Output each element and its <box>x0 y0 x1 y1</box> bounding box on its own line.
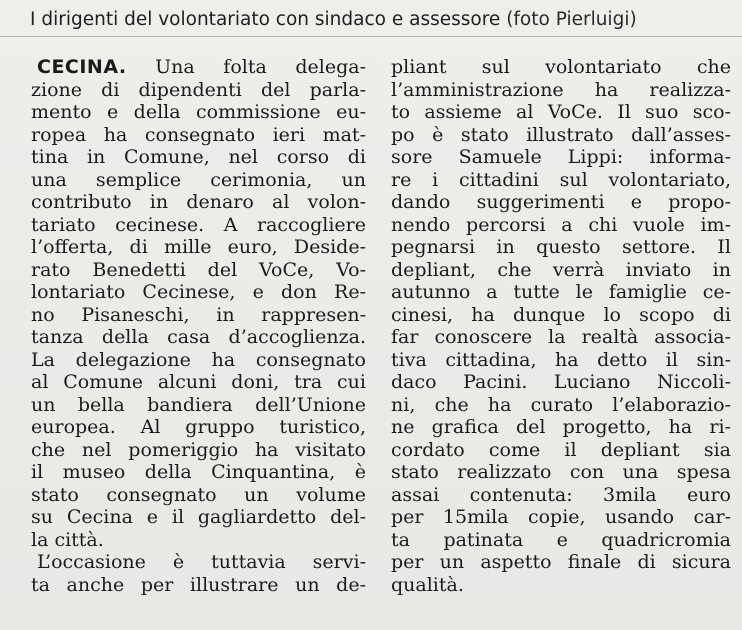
article-column-right <box>391 56 731 596</box>
photo-caption <box>30 8 740 32</box>
article-line: l’amministrazione ha realizza- <box>391 78 731 101</box>
article-line: stato realizzato con una spesa <box>391 461 731 483</box>
article-line: mento e della commissione eu- <box>31 101 366 123</box>
article-line: al Comune alcuni doni, tra cui <box>31 371 366 393</box>
article-line: daco Pacini. Luciano Niccoli- <box>391 371 731 393</box>
article-line: far conoscere la realtà associa- <box>391 326 731 348</box>
article-line: lontariato Cecinese, e don Re- <box>31 281 366 303</box>
article-line: ropea ha consegnato ieri mat- <box>31 123 366 146</box>
article-line: tiva cittadina, ha detto il sin- <box>391 348 731 371</box>
article-line: dando suggerimenti e propo- <box>391 191 731 213</box>
article-line: no Pisaneschi, in rappresen- <box>31 303 366 326</box>
article-line: una semplice cerimonia, un <box>31 168 366 191</box>
article-line: contributo in denaro al volon- <box>31 191 366 213</box>
article-line: cinesi, ha dunque lo scopo di <box>391 303 731 326</box>
article-line: su Cecina e il gagliardetto del- <box>31 506 366 528</box>
article-line: ne grafica del progetto, ha ri- <box>391 416 731 438</box>
article-line: sore Samuele Lippi: informa- <box>391 146 731 168</box>
article-line: nendo percorsi a chi vuole im- <box>391 213 731 236</box>
article-line: L’occasione è tuttavia servi- <box>37 551 366 573</box>
article-column-left <box>31 56 366 596</box>
article-line: tanza della casa d’accoglienza. <box>31 326 366 348</box>
article-line: re i cittadini sul volontariato, <box>391 168 731 191</box>
article-line: l’offerta, di mille euro, Deside- <box>31 236 366 258</box>
article-line: to assieme al VoCe. Il suo sco- <box>391 101 731 123</box>
article-line: qualità. <box>391 573 464 596</box>
photo-credit: (foto Pierluigi) <box>506 9 637 30</box>
article-line: tina in Comune, nel corso di <box>31 146 366 168</box>
article-line: tariato cecinese. A raccogliere <box>31 213 366 236</box>
article-dateline: CECINA. <box>37 56 127 78</box>
article-line: che nel pomeriggio ha visitato <box>31 438 366 461</box>
article-line: cordato come il depliant sia <box>391 438 731 461</box>
article-line: pliant sul volontariato che <box>391 56 731 78</box>
article-line: depliant, che verrà inviato in <box>391 258 731 281</box>
article-line: po è stato illustrato dall’asses- <box>391 123 731 146</box>
article-line: il museo della Cinquantina, è <box>31 461 366 483</box>
article-line: per 15mila copie, usando car- <box>391 506 731 528</box>
article-line: stato consegnato un volume <box>31 483 366 506</box>
article-line: europea. Al gruppo turistico, <box>31 416 366 438</box>
article-line: zione di dipendenti del parla- <box>31 78 366 101</box>
caption-divider <box>0 36 742 37</box>
article-line: ta patinata e quadricromia <box>391 528 731 551</box>
article-line: per un aspetto finale di sicura <box>391 551 731 573</box>
article-line: pegnarsi in questo settore. Il <box>391 236 731 258</box>
article-line: ta anche per illustrare un de- <box>31 573 366 596</box>
caption-text: I dirigenti del volontariato con sindaco e assessore <box>30 9 501 30</box>
article-line: assai contenuta: 3mila euro <box>391 483 731 506</box>
article-line: autunno a tutte le famiglie ce- <box>391 281 731 303</box>
article-line: ni, che ha curato l’elaborazio- <box>391 393 731 416</box>
article-line: rato Benedetti del VoCe, Vo- <box>31 258 366 281</box>
article-line: CECINA. Una folta delega- <box>37 56 366 78</box>
article-line: un bella bandiera dell’Unione <box>31 393 366 416</box>
article-line: la città. <box>31 528 104 551</box>
article-line: La delegazione ha consegnato <box>31 348 366 371</box>
